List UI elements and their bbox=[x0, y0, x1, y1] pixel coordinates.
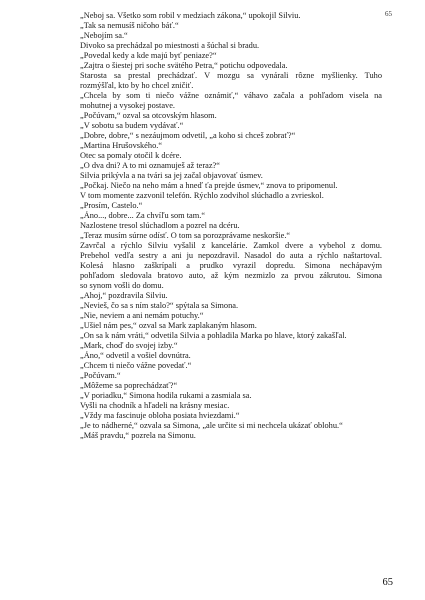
text-line: „Nebojím sa.“ bbox=[80, 31, 128, 40]
body-text bbox=[80, 11, 382, 441]
text-line: „Dobre, dobre,“ s nezáujmom odvetil, „a koho si chceš zobrať?“ bbox=[80, 131, 296, 140]
text-line: Otec sa pomaly otočil k dcére. bbox=[80, 151, 182, 160]
text-line: „Nevieš, čo sa s ním stalo?“ spýtala sa Simona. bbox=[80, 301, 239, 310]
text-line: „Chcem ti niečo vážne povedať.“ bbox=[80, 361, 192, 370]
text-line: „Počúvam.“ bbox=[80, 371, 121, 380]
text-line: „Ahoj,“ pozdravila Silviu. bbox=[80, 291, 168, 300]
text-line: „O dva dni? A to mi oznamuješ až teraz?“ bbox=[80, 161, 220, 170]
text-line: Zavrčal a rýchlo Silviu vyšalil z kancelárie. Zamkol dvere a vybehol z domu. bbox=[80, 241, 382, 250]
text-line: „On sa k nám vráti,“ odvetila Silvia a pohladila Marka po hlave, ktorý zakašľal. bbox=[80, 331, 347, 340]
text-line: Nazlostene tresol slúchadlom a pozrel na dcéru. bbox=[80, 221, 240, 230]
text-line: „Nie, neviem a ani nemám potuchy.“ bbox=[80, 311, 204, 320]
text-line: „V sobotu sa budem vydávať.“ bbox=[80, 121, 184, 130]
text-line: „Prosím, Castelo.“ bbox=[80, 201, 143, 210]
text-line: „V poriadku,“ Simona hodila rukami a zasmiala sa. bbox=[80, 391, 252, 400]
text-line: Starosta sa prestal prechádzať. V mozgu sa vynárali rôzne myšlienky. Tuho bbox=[80, 71, 382, 80]
text-line: Silvia prikývla a na tvári sa jej začal objavovať úsmev. bbox=[80, 171, 263, 180]
text-line: „Martina Hrušovského.“ bbox=[80, 141, 163, 150]
text-line: „Neboj sa. Všetko som robil v medziach zákona,“ upokojil Silviu. bbox=[80, 11, 301, 20]
text-line: „Počúvam,“ ozval sa otcovským hlasom. bbox=[80, 111, 217, 120]
text-line: Prebehol vedľa sestry a ani ju nepozdravil. Nasadol do auta a rýchlo naštartoval. bbox=[80, 251, 382, 260]
text-line: Vyšli na chodník a hľadeli na krásny mesiac. bbox=[80, 401, 230, 410]
text-line: „Tak sa nemusíš ničoho báť.“ bbox=[80, 21, 179, 30]
text-line: „Mark, choď do svojej izby.“ bbox=[80, 341, 178, 350]
text-line: so synom vošli do domu. bbox=[80, 281, 164, 290]
text-line: rozmýšľal, kto by ho chcel zničiť. bbox=[80, 81, 194, 90]
text-line: „Áno..., dobre... Za chvíľu som tam.“ bbox=[80, 211, 206, 220]
text-line: „Môžeme sa poprechádzať?“ bbox=[80, 381, 178, 390]
text-line: „Je to nádherné,“ ozvala sa Simona, „ale určite si mi nechcela ukázať oblohu.“ bbox=[80, 421, 343, 430]
running-header-number: 65 bbox=[385, 10, 392, 18]
text-line: pohľadom sledovala bratovo auto, až kým nezmizlo za prvou zákrutou. Simona bbox=[80, 271, 382, 280]
text-line: „Teraz musím súrne odísť. O tom sa porozprávame neskoršie.“ bbox=[80, 231, 291, 240]
text-line: mohutnej a vysokej postave. bbox=[80, 101, 176, 110]
text-line: „Áno,“ odvetil a vošiel dovnútra. bbox=[80, 351, 191, 360]
text-line: Kolesá hlasno zaškrípali a prudko vyrazil dopredu. Simona nechápavým bbox=[80, 261, 382, 270]
text-line: „Chcela by som ti niečo vážne oznámiť,“ váhavo začala a pohľadom visela na bbox=[80, 91, 382, 100]
text-line: „Vždy ma fascinuje obloha posiata hviezdami.“ bbox=[80, 411, 240, 420]
text-line: „Povedal kedy a kde majú byť peniaze?“ bbox=[80, 51, 217, 60]
text-line: „Počkaj. Niečo na neho mám a hneď ťa prejde úsmev,“ znova to pripomenul. bbox=[80, 181, 338, 190]
text-line: „Ušiel nám pes,“ ozval sa Mark zaplakaným hlasom. bbox=[80, 321, 257, 330]
text-line: „Máš pravdu,“ pozrela na Simonu. bbox=[80, 431, 196, 440]
page-number: 65 bbox=[382, 577, 393, 588]
text-line: Divoko sa prechádzal po miestnosti a šúchal si bradu. bbox=[80, 41, 260, 50]
text-line: „Zajtra o šiestej pri soche svätého Petra,“ potichu odpovedala. bbox=[80, 61, 288, 70]
text-line: V tom momente zazvonil telefón. Rýchlo zodvihol slúchadlo a zvrieskol. bbox=[80, 191, 324, 200]
